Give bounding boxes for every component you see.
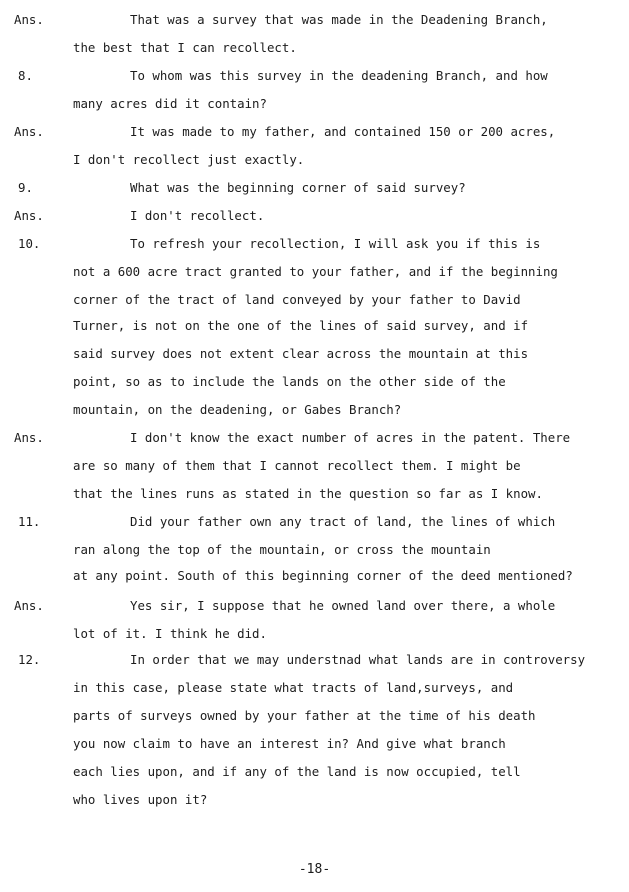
text-line: each lies upon, and if any of the land is now occupied, tell — [73, 764, 521, 779]
answer-label: Ans. — [14, 430, 44, 445]
qa-block-continuation — [0, 484, 629, 504]
answer-label: Ans. — [14, 124, 44, 139]
page-number: -18- — [298, 862, 331, 877]
text-line: What was the beginning corner of said survey? — [130, 180, 466, 195]
qa-block — [0, 234, 629, 254]
qa-block-continuation — [0, 762, 629, 782]
qa-block — [0, 66, 629, 86]
answer-label: Ans. — [14, 208, 44, 223]
text-line: I don't know the exact number of acres in the patent. There — [130, 430, 571, 445]
text-line: not a 600 acre tract granted to your father, and if the beginning — [73, 264, 558, 279]
qa-block-continuation — [0, 344, 629, 364]
text-line: that the lines runs as stated in the question so far as I know. — [73, 486, 543, 501]
text-line: ran along the top of the mountain, or cross the mountain — [73, 542, 491, 557]
text-line: are so many of them that I cannot recollect them. I might be — [73, 458, 521, 473]
qa-block-continuation — [0, 94, 629, 114]
question-number: 11. — [18, 514, 41, 529]
text-line: point, so as to include the lands on the other side of the — [73, 374, 506, 389]
text-line: To refresh your recollection, I will ask you if this is — [130, 236, 541, 251]
text-line: To whom was this survey in the deadening Branch, and how — [130, 68, 548, 83]
qa-block — [0, 512, 629, 532]
answer-label: Ans. — [14, 12, 44, 27]
text-line: In order that we may understnad what lands are in controversy — [130, 652, 586, 667]
text-line: It was made to my father, and contained 150 or 200 acres, — [130, 124, 556, 139]
qa-block-continuation — [0, 678, 629, 698]
question-number: 9. — [18, 180, 33, 195]
text-line: who lives upon it? — [73, 792, 208, 807]
qa-block-continuation — [0, 262, 629, 282]
qa-block — [0, 122, 629, 142]
question-number: 12. — [18, 652, 41, 667]
text-line: Did your father own any tract of land, the lines of which — [130, 514, 556, 529]
qa-block-continuation — [0, 734, 629, 754]
qa-block-continuation — [0, 400, 629, 420]
qa-block — [0, 428, 629, 448]
question-number: 10. — [18, 236, 41, 251]
qa-block — [0, 10, 629, 30]
qa-block — [0, 206, 629, 226]
qa-block-continuation — [0, 456, 629, 476]
qa-block-continuation — [0, 540, 629, 560]
qa-block-continuation — [0, 624, 629, 644]
answer-label: Ans. — [14, 598, 44, 613]
text-line: parts of surveys owned by your father at the time of his death — [73, 708, 536, 723]
text-line: said survey does not extent clear across the mountain at this — [73, 346, 529, 361]
qa-block-continuation — [0, 316, 629, 336]
qa-block-continuation — [0, 566, 629, 586]
text-line: I don't recollect just exactly. — [73, 152, 305, 167]
qa-block-continuation — [0, 38, 629, 58]
text-line: the best that I can recollect. — [73, 40, 297, 55]
text-line: in this case, please state what tracts of land,surveys, and — [73, 680, 514, 695]
text-line: Turner, is not on the one of the lines of said survey, and if — [73, 318, 529, 333]
text-line: I don't recollect. — [130, 208, 265, 223]
text-line: many acres did it contain? — [73, 96, 267, 111]
qa-block-continuation — [0, 290, 629, 310]
qa-block — [0, 650, 629, 670]
text-line: mountain, on the deadening, or Gabes Branch? — [73, 402, 402, 417]
qa-block-continuation — [0, 790, 629, 810]
qa-block — [0, 178, 629, 198]
text-line: corner of the tract of land conveyed by your father to David — [73, 292, 521, 307]
text-line: Yes sir, I suppose that he owned land over there, a whole — [130, 598, 556, 613]
qa-block-continuation — [0, 372, 629, 392]
text-line: you now claim to have an interest in? And give what branch — [73, 736, 506, 751]
text-line: at any point. South of this beginning corner of the deed mentioned? — [73, 568, 573, 583]
text-line: lot of it. I think he did. — [73, 626, 267, 641]
text-line: That was a survey that was made in the Deadening Branch, — [130, 12, 548, 27]
qa-block — [0, 596, 629, 616]
question-number: 8. — [18, 68, 33, 83]
qa-block-continuation — [0, 706, 629, 726]
qa-block-continuation — [0, 150, 629, 170]
